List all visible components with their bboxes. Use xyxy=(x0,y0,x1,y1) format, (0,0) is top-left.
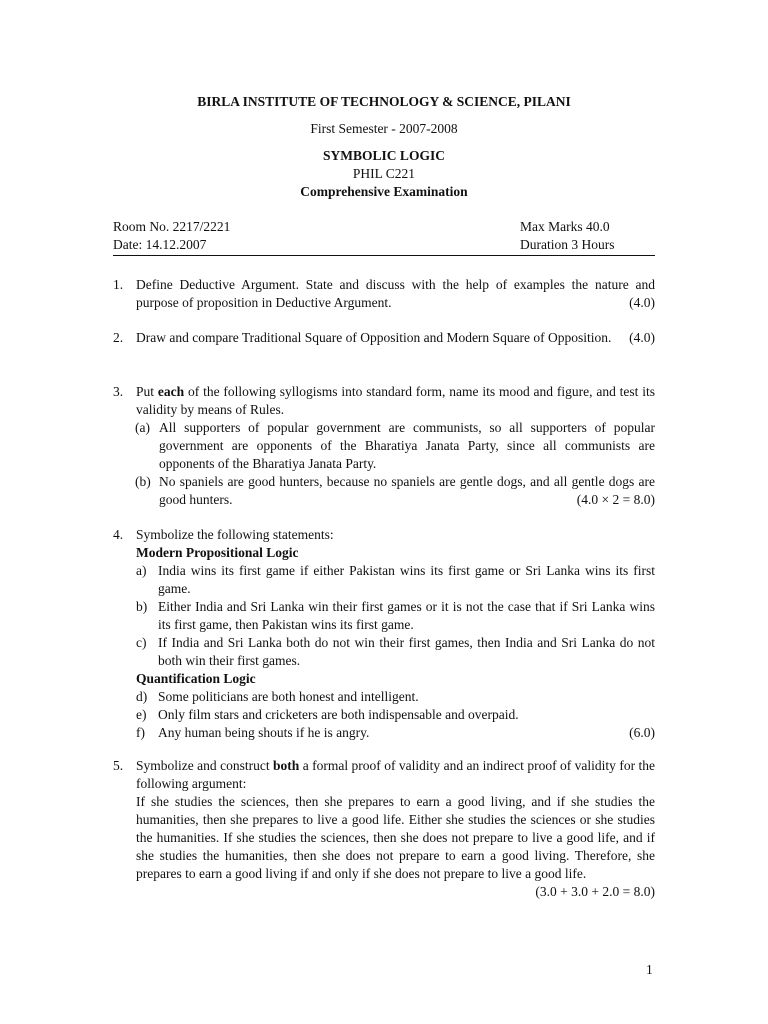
subquestion-label: (a) xyxy=(135,420,150,435)
item-label: f) xyxy=(136,725,145,740)
semester-line: First Semester - 2007-2008 xyxy=(310,121,458,136)
question-number: 5. xyxy=(113,758,124,773)
subquestion-text: No spaniels are good hunters, because no spaniels are gentle dogs, and all gentle dogs are good hunters. xyxy=(159,474,655,507)
intro-text: a formal proof of validity and an indirect proof of validity for the following argument: xyxy=(136,758,656,791)
question-1 xyxy=(113,276,655,312)
question-marks: (6.0) xyxy=(629,725,655,740)
question-intro xyxy=(136,383,655,419)
exam-date: Date: 14.12.2007 xyxy=(113,237,207,252)
question-2 xyxy=(113,329,655,347)
question-5 xyxy=(113,757,655,901)
question-4 xyxy=(113,526,655,742)
item-text: India wins its first game if either Pakistan wins its first game or Sri Lanka wins its first game. xyxy=(158,563,655,596)
page-number: 1 xyxy=(646,962,653,977)
intro-emphasis: each xyxy=(157,384,185,399)
argument-text xyxy=(136,793,655,899)
course-title: SYMBOLIC LOGIC xyxy=(323,148,445,163)
item-label: b) xyxy=(136,599,148,614)
question-marks: (4.0 × 2 = 8.0) xyxy=(576,492,655,507)
intro-text: Symbolize and construct xyxy=(136,758,270,773)
item-a xyxy=(136,562,655,598)
course-code: PHIL C221 xyxy=(352,166,416,181)
item-f xyxy=(136,724,655,742)
subquestion-text: All supporters of popular government are communists, so all supporters of popular government are opponents of the Bharatiya Janata Party, since all communists are opponents of the Bharatiya Janata Party. xyxy=(159,420,655,471)
header-divider xyxy=(113,255,655,256)
item-b xyxy=(136,598,655,634)
room-number: Room No. 2217/2221 xyxy=(113,219,231,234)
intro-emphasis: both xyxy=(273,758,300,773)
question-number: 4. xyxy=(113,527,124,542)
question-intro xyxy=(136,757,655,793)
item-d xyxy=(136,688,655,706)
item-c xyxy=(136,634,655,670)
item-text: Only film stars and cricketers are both indispensable and overpaid. xyxy=(158,707,519,722)
question-number: 2. xyxy=(113,330,124,345)
item-label: e) xyxy=(136,707,147,722)
exam-name: Comprehensive Examination xyxy=(300,184,468,199)
question-marks: (4.0) xyxy=(629,295,655,310)
item-label: c) xyxy=(136,635,147,650)
subquestion-b xyxy=(113,473,655,509)
item-text: If India and Sri Lanka both do not win their first games, then India and Sri Lanka do not both win their first games. xyxy=(158,635,655,668)
max-marks: Max Marks 40.0 xyxy=(520,219,610,234)
item-text: Either India and Sri Lanka win their first games or it is not the case that if Sri Lanka wins its first game, then Pakistan wins its first game. xyxy=(158,599,655,632)
question-marks: (4.0) xyxy=(629,330,655,345)
intro-text: Put xyxy=(136,384,155,399)
question-number: 3. xyxy=(113,384,124,399)
item-label: a) xyxy=(136,563,147,578)
section-heading-propositional: Modern Propositional Logic xyxy=(136,545,299,560)
exam-duration: Duration 3 Hours xyxy=(520,237,615,252)
item-text: Some politicians are both honest and intelligent. xyxy=(158,689,419,704)
item-label: d) xyxy=(136,689,148,704)
intro-text: of the following syllogisms into standard form, name its mood and figure, and test its validity by means of Rules. xyxy=(136,384,656,417)
question-3 xyxy=(113,383,655,509)
question-marks: (3.0 + 3.0 + 2.0 = 8.0) xyxy=(535,884,655,899)
subquestion-a xyxy=(113,419,655,473)
question-text: Define Deductive Argument. State and discuss with the help of examples the nature and purpose of proposition in Deductive Argument. xyxy=(136,277,655,310)
question-text: Draw and compare Traditional Square of Opposition and Modern Square of Opposition. xyxy=(136,330,612,345)
item-text: Any human being shouts if he is angry. xyxy=(158,725,370,740)
question-intro: Symbolize the following statements: xyxy=(136,527,334,542)
question-number: 1. xyxy=(113,277,124,292)
argument-body: If she studies the sciences, then she prepares to earn a good living, and if she studies the humanities, then she prepares to live a good life. Either she studies the sciences or she studies the humanities. If she studies the sciences, then she does not prepare to live a good life, and if she studies the humanities, then she does not prepare to earn a good living. Therefore, she prepares to earn a good living if and only if she does not prepare to live a good life. xyxy=(136,794,655,881)
institute-title: BIRLA INSTITUTE OF TECHNOLOGY & SCIENCE, PILANI xyxy=(197,94,571,109)
subquestion-label: (b) xyxy=(135,474,151,489)
section-heading-quantification: Quantification Logic xyxy=(136,671,256,686)
item-e xyxy=(136,706,655,724)
